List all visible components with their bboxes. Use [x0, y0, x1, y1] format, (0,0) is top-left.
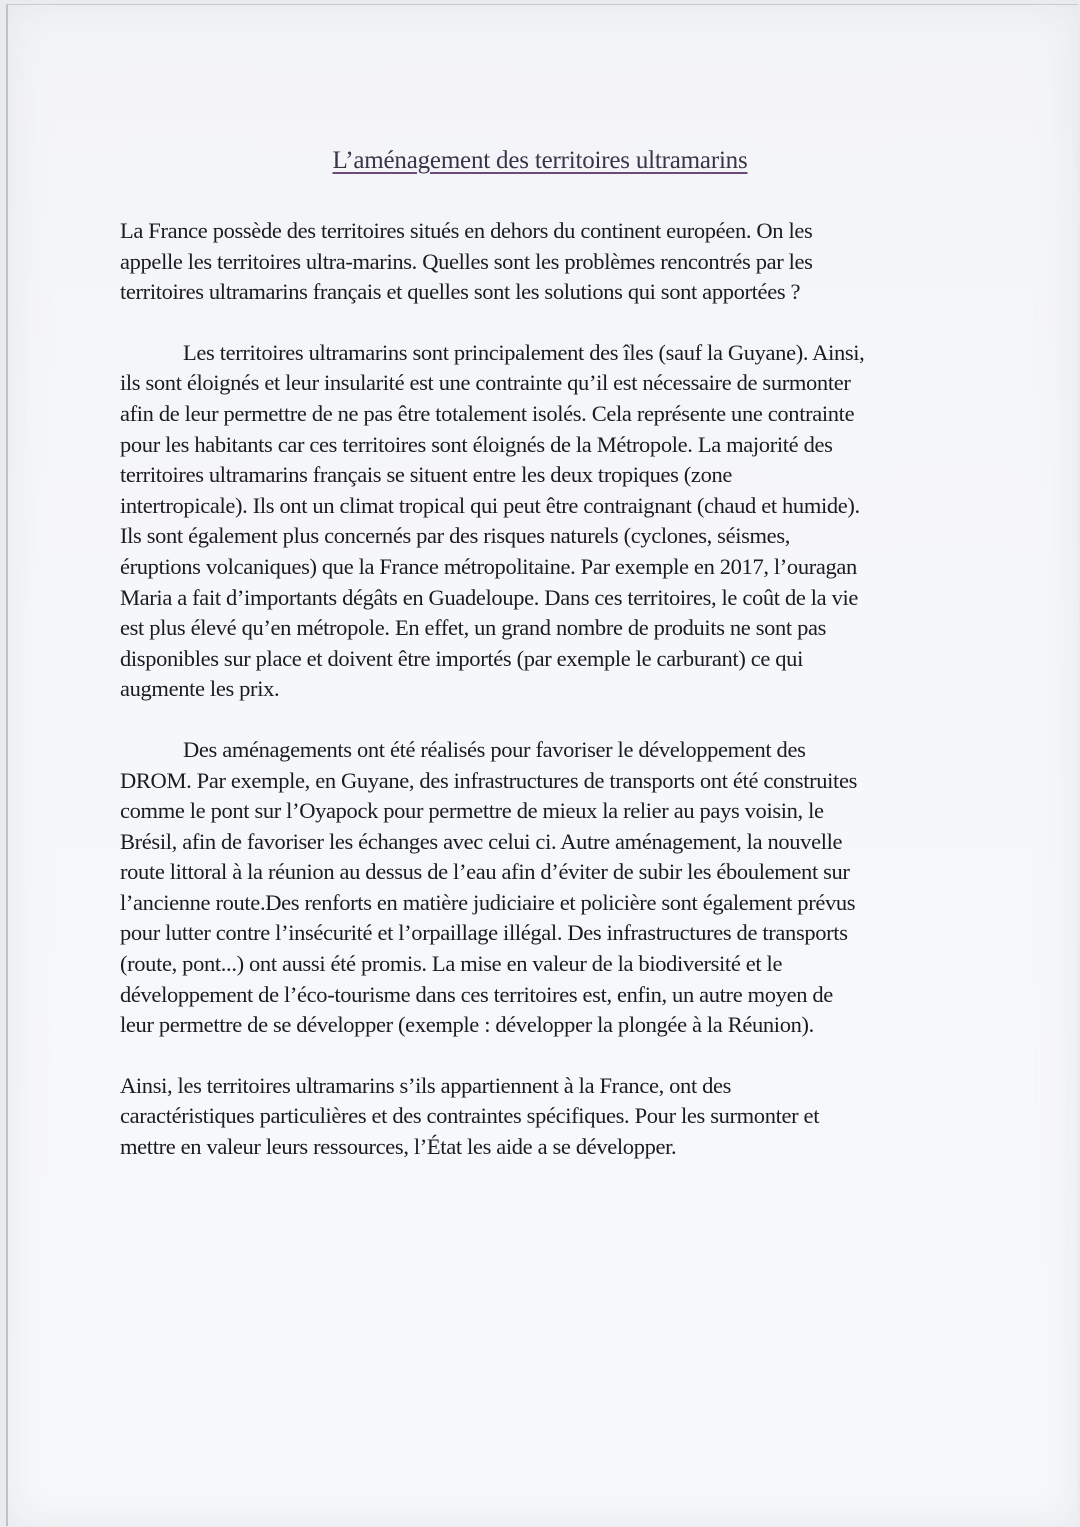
- text-line: [120, 613, 965, 644]
- line-text: est plus élevé qu’en métropole. En effet, un grand nombre de produits ne sont pas: [120, 615, 827, 641]
- line-text: pour les habitants car ces territoires sont éloignés de la Métropole. La majorité des: [120, 431, 833, 457]
- text-line: [120, 583, 965, 614]
- paragraph: [120, 735, 965, 1041]
- text-line: [120, 857, 965, 888]
- line-text: mettre en valeur leurs ressources, l’État les aide a se développer.: [120, 1134, 677, 1160]
- line-text: Brésil, afin de favoriser les échanges avec celui ci. Autre aménagement, la nouvelle: [120, 828, 843, 854]
- line-text: Maria a fait d’importants dégâts en Guadeloupe. Dans ces territoires, le coût de la vie: [120, 584, 859, 610]
- text-line: [120, 368, 965, 399]
- line-text: développement de l’éco-tourisme dans ces territoires est, enfin, un autre moyen de: [120, 981, 833, 1007]
- text-line: [120, 216, 965, 247]
- line-text: caractéristiques particulières et des contraintes spécifiques. Pour les surmonter et: [120, 1103, 820, 1129]
- text-line: [120, 674, 965, 705]
- text-line: [120, 491, 965, 522]
- text-line: [120, 1132, 965, 1163]
- text-line: [120, 980, 965, 1011]
- text-line: [120, 521, 965, 552]
- text-line: [120, 338, 965, 369]
- document-body: [120, 216, 965, 1163]
- text-line: [120, 644, 965, 675]
- document-title: L’aménagement des territoires ultramarins: [332, 147, 748, 174]
- line-text: éruptions volcaniques) que la France métropolitaine. Par exemple en 2017, l’ouragan: [120, 553, 857, 579]
- text-line: [120, 1010, 965, 1041]
- text-line: [120, 1071, 965, 1102]
- text-line: [120, 735, 965, 766]
- paragraph: [120, 1071, 965, 1163]
- line-text: afin de leur permettre de ne pas être totalement isolés. Cela représente une contrainte: [120, 400, 855, 426]
- line-text: territoires ultramarins français se situent entre les deux tropiques (zone: [120, 462, 732, 488]
- text-line: [120, 552, 965, 583]
- line-text: Ils sont également plus concernés par des risques naturels (cyclones, séismes,: [120, 523, 791, 549]
- line-text: La France possède des territoires situés en dehors du continent européen. On les: [120, 218, 813, 243]
- text-line: [120, 949, 965, 980]
- text-line: [120, 277, 965, 308]
- line-text: disponibles sur place et doivent être importés (par exemple le carburant) ce qui: [120, 645, 803, 671]
- line-text: ils sont éloignés et leur insularité est une contrainte qu’il est nécessaire de surmonter: [120, 370, 851, 396]
- line-text: l’ancienne route.Des renforts en matière judiciaire et policière sont également prévus: [120, 889, 856, 915]
- text-line: [120, 827, 965, 858]
- line-text: appelle les territoires ultra-marins. Quelles sont les problèmes rencontrés par les: [120, 248, 813, 274]
- line-text: Les territoires ultramarins sont principalement des îles (sauf la Guyane). Ainsi,: [183, 339, 865, 365]
- paragraph: [120, 216, 965, 308]
- line-text: Ainsi, les territoires ultramarins s’ils appartiennent à la France, ont des: [120, 1072, 732, 1098]
- line-text: (route, pont...) ont aussi été promis. La mise en valeur de la biodiversité et le: [120, 951, 783, 977]
- text-line: [120, 399, 965, 430]
- line-text: Des aménagements ont été réalisés pour favoriser le développement des: [183, 736, 806, 762]
- line-text: intertropicale). Ils ont un climat tropical qui peut être contraignant (chaud et humide).: [120, 492, 860, 518]
- line-text: territoires ultramarins français et quelles sont les solutions qui sont apportées ?: [120, 279, 801, 305]
- text-line: [120, 1101, 965, 1132]
- text-line: [120, 247, 965, 278]
- text-line: [120, 430, 965, 461]
- text-line: [120, 888, 965, 919]
- line-text: augmente les prix.: [120, 676, 280, 702]
- paragraph: [120, 338, 965, 705]
- text-line: [120, 918, 965, 949]
- line-text: leur permettre de se développer (exemple : développer la plongée à la Réunion).: [120, 1012, 814, 1038]
- text-line: [120, 796, 965, 827]
- text-line: [120, 766, 965, 797]
- line-text: DROM. Par exemple, en Guyane, des infrastructures de transports ont été construites: [120, 767, 857, 793]
- line-text: route littoral à la réunion au dessus de l’eau afin d’éviter de subir les éboulement sur: [120, 859, 850, 885]
- line-text: pour lutter contre l’insécurité et l’orpaillage illégal. Des infrastructures de transports: [120, 920, 848, 946]
- text-line: [120, 460, 965, 491]
- line-text: comme le pont sur l’Oyapock pour permettre de mieux la relier au pays voisin, le: [120, 798, 824, 824]
